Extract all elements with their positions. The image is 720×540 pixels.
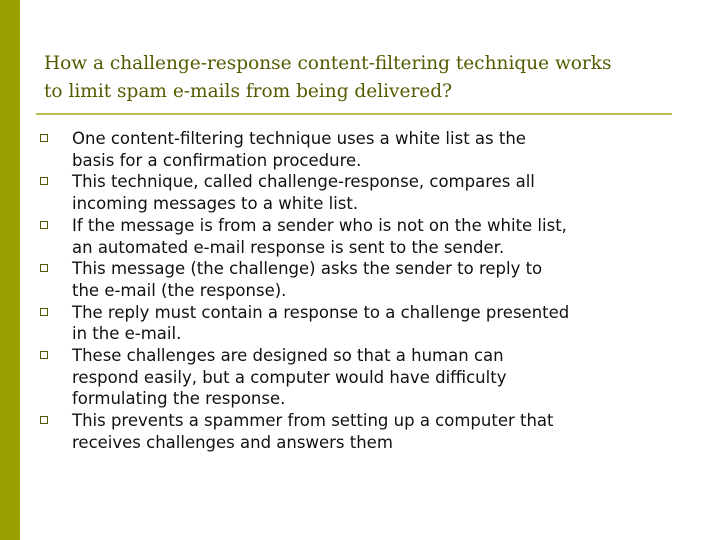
bullet-text-line: The reply must contain a response to a challenge presented	[72, 302, 570, 322]
slide-title-line: How a challenge-response content-filtering technique works	[44, 53, 612, 74]
bullet-text-line: formulating the response.	[72, 389, 286, 409]
square-bullet-icon	[40, 177, 48, 185]
bullet-text-line: If the message is from a sender who is not on the white list,	[72, 215, 567, 235]
square-bullet-icon	[40, 351, 48, 359]
square-bullet-icon	[40, 308, 48, 316]
bullet-item	[40, 215, 690, 258]
bullet-item	[40, 171, 690, 214]
square-bullet-icon	[40, 264, 48, 272]
bullet-text-line: basis for a confirmation procedure.	[72, 150, 362, 170]
square-bullet-icon	[40, 221, 48, 229]
square-bullet-icon	[40, 416, 48, 424]
bullet-text-line: receives challenges and answers them	[72, 432, 393, 452]
bullet-text-line: These challenges are designed so that a human can	[72, 346, 504, 366]
slide-title	[44, 50, 684, 106]
bullet-item	[40, 128, 690, 171]
bullet-text-line: This prevents a spammer from setting up a computer that	[72, 411, 554, 431]
bullet-item	[40, 302, 690, 345]
bullet-item	[40, 345, 690, 410]
bullet-text-line: This technique, called challenge-response, compares all	[72, 172, 535, 192]
square-bullet-icon	[40, 134, 48, 142]
bullet-list	[40, 128, 690, 454]
slide-title-line: to limit spam e-mails from being delivered?	[44, 81, 453, 102]
bullet-text-line: respond easily, but a computer would have difficulty	[72, 367, 507, 387]
accent-bar	[0, 0, 20, 540]
bullet-text-line: an automated e-mail response is sent to the sender.	[72, 237, 505, 257]
bullet-text-line: This message (the challenge) asks the sender to reply to	[72, 259, 543, 279]
bullet-item	[40, 258, 690, 301]
bullet-item	[40, 410, 690, 453]
title-divider	[36, 113, 672, 115]
bullet-text-line: One content-filtering technique uses a white list as the	[72, 129, 526, 148]
bullet-text-line: incoming messages to a white list.	[72, 194, 359, 214]
bullet-text-line: in the e-mail.	[72, 324, 182, 344]
bullet-text-line: the e-mail (the response).	[72, 280, 287, 300]
